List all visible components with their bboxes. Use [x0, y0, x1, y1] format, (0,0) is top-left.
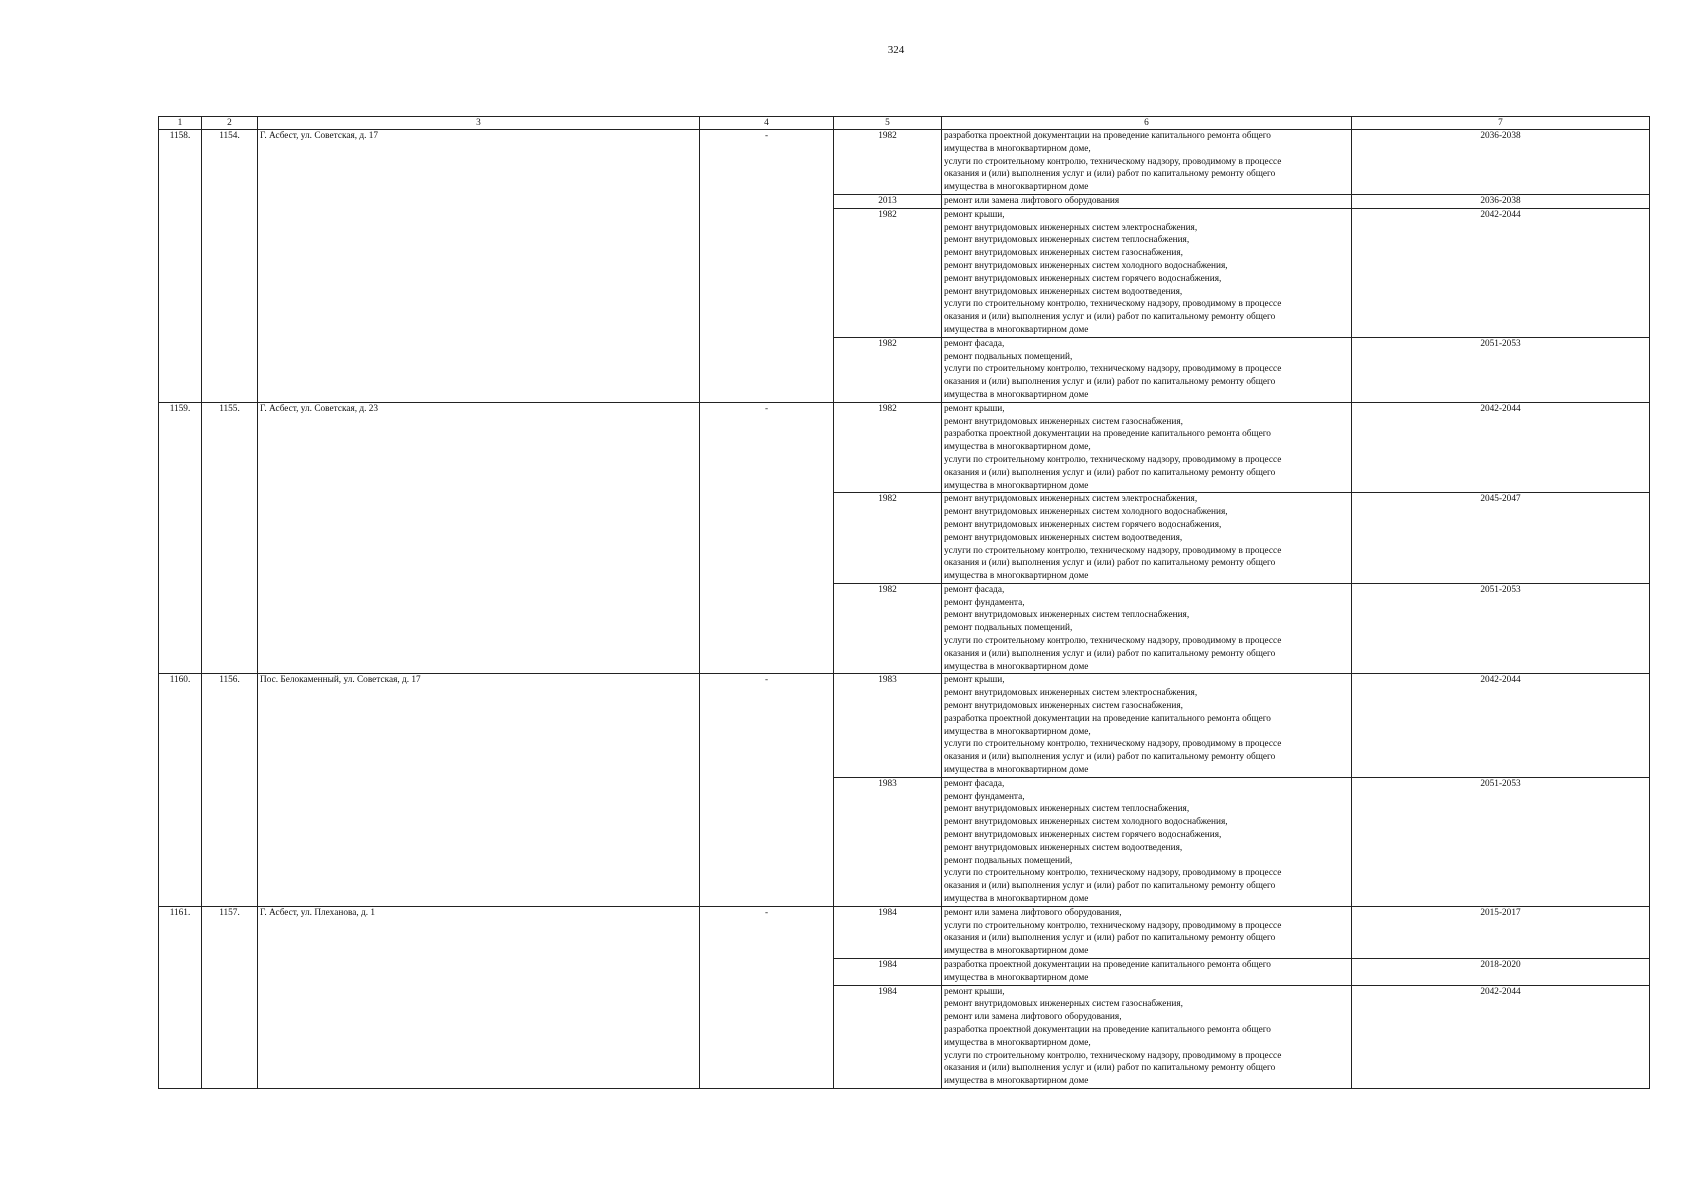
work-period: 2051-2053	[1352, 583, 1650, 674]
work-period: 2042-2044	[1352, 402, 1650, 493]
work-list: ремонт крыши, ремонт внутридомовых инженерных систем газоснабжения, разработка проектной документации на проведение капитального ремонта общего имущества в многоквартирном доме, услуги по строительному контролю, техническому надзору, проводимому в процессе оказания и (или) выполнения услуг и (или) работ по капитальному ремонту общего имущества в многоквартирном доме	[942, 402, 1352, 493]
table-row	[159, 674, 1650, 777]
column-number: 1	[159, 117, 202, 130]
work-period: 2051-2053	[1352, 777, 1650, 906]
work-period: 2036-2038	[1352, 130, 1650, 195]
column-number-row	[159, 117, 1650, 130]
row-number: 1160.	[159, 674, 202, 906]
col4-value: -	[700, 674, 834, 906]
work-list: ремонт крыши, ремонт внутридомовых инженерных систем электроснабжения, ремонт внутридомовых инженерных систем газоснабжения, разработка проектной документации на проведение капитального ремонта общего имущества в многоквартирном доме, услуги по строительному контролю, техническому надзору, проводимому в процессе оказания и (или) выполнения услуг и (или) работ по капитальному ремонту общего имущества в многоквартирном доме	[942, 674, 1352, 777]
col4-value: -	[700, 402, 834, 674]
col4-value: -	[700, 906, 834, 1088]
table-row	[159, 130, 1650, 195]
work-period: 2045-2047	[1352, 493, 1650, 584]
build-year: 2013	[834, 194, 942, 208]
build-year: 1982	[834, 402, 942, 493]
build-year: 1982	[834, 583, 942, 674]
house-number: 1157.	[202, 906, 258, 1088]
column-number: 3	[258, 117, 700, 130]
house-number: 1156.	[202, 674, 258, 906]
work-period: 2042-2044	[1352, 985, 1650, 1088]
house-number: 1154.	[202, 130, 258, 403]
work-period: 2042-2044	[1352, 208, 1650, 337]
row-number: 1161.	[159, 906, 202, 1088]
work-list: ремонт фасада, ремонт фундамента, ремонт внутридомовых инженерных систем теплоснабжения, ремонт подвальных помещений, услуги по строительному контролю, техническому надзору, проводимому в процессе оказания и (или) выполнения услуг и (или) работ по капитальному ремонту общего имущества в многоквартирном доме	[942, 583, 1352, 674]
build-year: 1984	[834, 906, 942, 958]
work-period: 2051-2053	[1352, 337, 1650, 402]
column-number: 7	[1352, 117, 1650, 130]
work-list: разработка проектной документации на проведение капитального ремонта общего имущества в многоквартирном доме, услуги по строительному контролю, техническому надзору, проводимому в процессе оказания и (или) выполнения услуг и (или) работ по капитальному ремонту общего имущества в многоквартирном доме	[942, 130, 1352, 195]
work-list: ремонт внутридомовых инженерных систем электроснабжения, ремонт внутридомовых инженерных систем холодного водоснабжения, ремонт внутридомовых инженерных систем горячего водоснабжения, ремонт внутридомовых инженерных систем водоотведения, услуги по строительному контролю, техническому надзору, проводимому в процессе оказания и (или) выполнения услуг и (или) работ по капитальному ремонту общего имущества в многоквартирном доме	[942, 493, 1352, 584]
work-period: 2015-2017	[1352, 906, 1650, 958]
column-number: 5	[834, 117, 942, 130]
work-list: ремонт крыши, ремонт внутридомовых инженерных систем электроснабжения, ремонт внутридомовых инженерных систем теплоснабжения, ремонт внутридомовых инженерных систем газоснабжения, ремонт внутридомовых инженерных систем холодного водоснабжения, ремонт внутридомовых инженерных систем горячего водоснабжения, ремонт внутридомовых инженерных систем водоотведения, услуги по строительному контролю, техническому надзору, проводимому в процессе оказания и (или) выполнения услуг и (или) работ по капитальному ремонту общего имущества в многоквартирном доме	[942, 208, 1352, 337]
house-address: Г. Асбест, ул. Плеханова, д. 1	[258, 906, 700, 1088]
row-number: 1158.	[159, 130, 202, 403]
build-year: 1982	[834, 493, 942, 584]
table-row	[159, 906, 1650, 958]
work-list: ремонт или замена лифтового оборудования, услуги по строительному контролю, техническому надзору, проводимому в процессе оказания и (или) выполнения услуг и (или) работ по капитальному ремонту общего имущества в многоквартирном доме	[942, 906, 1352, 958]
house-address: Г. Асбест, ул. Советская, д. 23	[258, 402, 700, 674]
column-number: 4	[700, 117, 834, 130]
house-address: Г. Асбест, ул. Советская, д. 17	[258, 130, 700, 403]
col4-value: -	[700, 130, 834, 403]
work-list: ремонт крыши, ремонт внутридомовых инженерных систем газоснабжения, ремонт или замена лифтового оборудования, разработка проектной документации на проведение капитального ремонта общего имущества в многоквартирном доме, услуги по строительному контролю, техническому надзору, проводимому в процессе оказания и (или) выполнения услуг и (или) работ по капитальному ремонту общего имущества в многоквартирном доме	[942, 985, 1352, 1088]
build-year: 1983	[834, 674, 942, 777]
work-period: 2036-2038	[1352, 194, 1650, 208]
table-row	[159, 402, 1650, 493]
work-period: 2018-2020	[1352, 959, 1650, 986]
work-list: ремонт фасада, ремонт фундамента, ремонт внутридомовых инженерных систем теплоснабжения, ремонт внутридомовых инженерных систем холодного водоснабжения, ремонт внутридомовых инженерных систем горячего водоснабжения, ремонт внутридомовых инженерных систем водоотведения, ремонт подвальных помещений, услуги по строительному контролю, техническому надзору, проводимому в процессе оказания и (или) выполнения услуг и (или) работ по капитальному ремонту общего имущества в многоквартирном доме	[942, 777, 1352, 906]
build-year: 1983	[834, 777, 942, 906]
column-number: 2	[202, 117, 258, 130]
build-year: 1982	[834, 337, 942, 402]
build-year: 1984	[834, 959, 942, 986]
row-number: 1159.	[159, 402, 202, 674]
repair-schedule-table	[158, 116, 1650, 1089]
page-number: 324	[887, 44, 905, 56]
work-period: 2042-2044	[1352, 674, 1650, 777]
house-number: 1155.	[202, 402, 258, 674]
work-list: ремонт фасада, ремонт подвальных помещений, услуги по строительному контролю, техническому надзору, проводимому в процессе оказания и (или) выполнения услуг и (или) работ по капитальному ремонту общего имущества в многоквартирном доме	[942, 337, 1352, 402]
build-year: 1982	[834, 130, 942, 195]
house-address: Пос. Белокаменный, ул. Советская, д. 17	[258, 674, 700, 906]
work-list: разработка проектной документации на проведение капитального ремонта общего имущества в многоквартирном доме	[942, 959, 1352, 986]
build-year: 1982	[834, 208, 942, 337]
build-year: 1984	[834, 985, 942, 1088]
work-list: ремонт или замена лифтового оборудования	[942, 194, 1352, 208]
column-number: 6	[942, 117, 1352, 130]
